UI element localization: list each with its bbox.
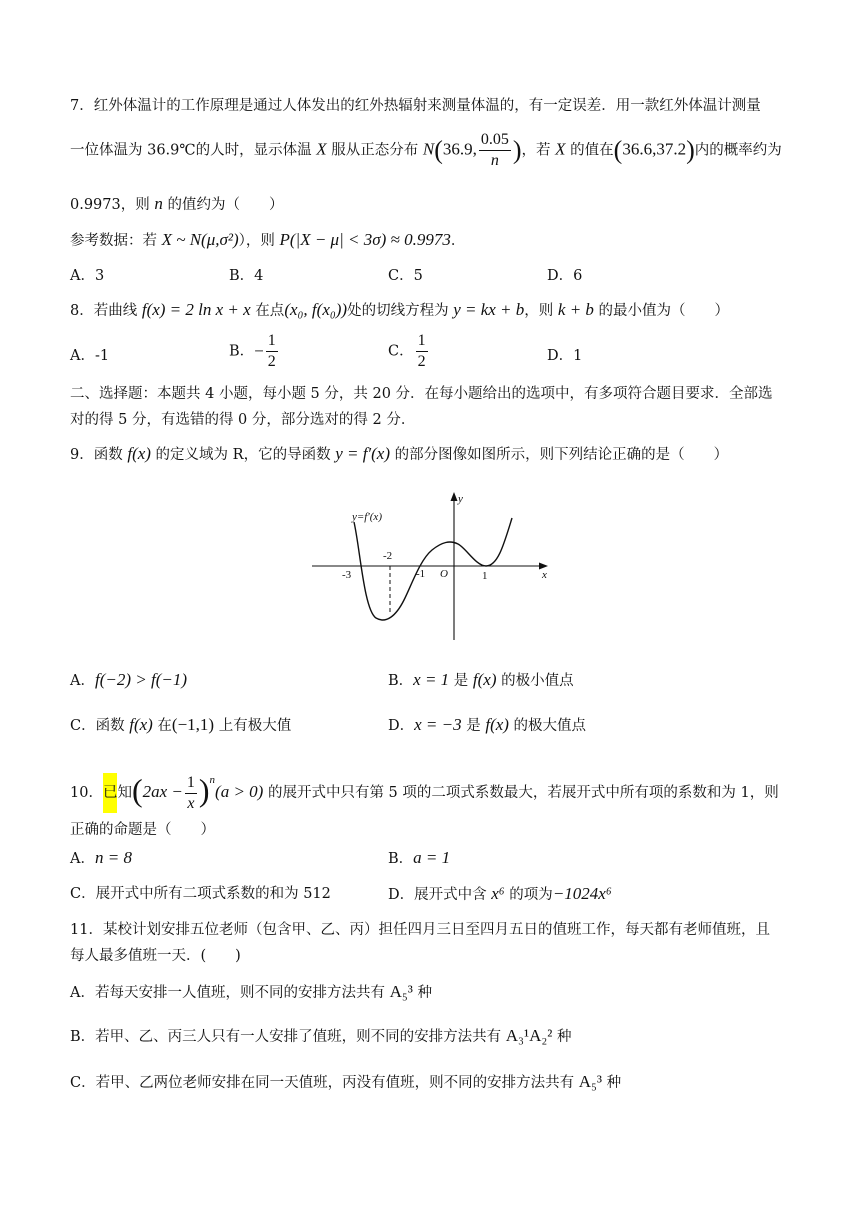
q11-line2: 每人最多值班一天．( ) xyxy=(70,948,241,964)
q8-c-num: 1 xyxy=(416,332,428,352)
q8-text-b: 在点 xyxy=(250,303,285,319)
q7-normal-n: N xyxy=(422,139,435,159)
q8-text-a: 8．若曲线 xyxy=(70,303,142,319)
q7-ref-math2: P(|X − μ| < 3σ) ≈ 0.9973 xyxy=(279,230,451,249)
curve-label: y=f′(x) xyxy=(352,511,382,523)
q10-option-a xyxy=(70,848,132,869)
q8-stem xyxy=(70,300,729,321)
q10-power: n xyxy=(209,774,216,786)
tick-label-neg3: -3 xyxy=(342,569,352,581)
q9-option-b-text1: 是 xyxy=(449,673,473,689)
q7-frac-den: n xyxy=(490,152,499,169)
q9-text-c: 的部分图像如图所示，则下列结论正确的是（ ） xyxy=(390,447,729,463)
q10-fraction xyxy=(185,774,197,813)
q10-text-b: 知 xyxy=(117,785,132,801)
q8-text-e: 的最小值为（ ） xyxy=(593,303,730,319)
q9-derivative-graph xyxy=(308,488,558,648)
x-axis-label: x xyxy=(542,569,547,581)
q7-var-x2: X xyxy=(555,139,566,159)
q8-text-c: 处的切线方程为 xyxy=(347,303,454,319)
q11-option-a-text: A．若每天安排一人值班，则不同的安排方法共有 xyxy=(70,985,390,1001)
q7-line3 xyxy=(70,194,283,215)
q8-function: f(x) = 2 ln x + x xyxy=(141,300,251,319)
q9-option-c-f: f(x) xyxy=(129,715,153,734)
q9-option-d-text1: 是 xyxy=(461,718,486,734)
q11-option-b-text: B．若甲、乙、丙三人只有一人安排了值班，则不同的安排方法共有 xyxy=(70,1029,506,1045)
q9-text-b: 的定义域为 R，它的导函数 xyxy=(150,447,336,463)
q7-text-d: 的值在 xyxy=(565,142,614,159)
q7-line3-b: 的值约为（ ） xyxy=(162,197,284,213)
q9-option-c-c: 上有极大值 xyxy=(214,718,292,734)
q10-option-b-math: a = 1 xyxy=(413,848,451,867)
q10-option-d xyxy=(388,884,612,905)
tick-label-1: 1 xyxy=(482,570,488,582)
q8-tangent: y = kx + b xyxy=(453,300,525,319)
q10-text-c: 的展开式中只有第 5 项的二项式系数最大，若展开式中所有项的系数和为 1，则 xyxy=(263,785,779,801)
q9-option-a xyxy=(70,670,187,691)
q7-frac-num: 0.05 xyxy=(479,131,511,151)
q11-option-a xyxy=(70,982,432,1003)
q7-var-x: X xyxy=(316,139,327,159)
q8-option-b-sign: − xyxy=(254,341,264,361)
q10-frac-den: x xyxy=(187,794,195,812)
q8-option-d: D．1 xyxy=(547,348,583,364)
q10-stem: 10．已知(2ax − $\frac{1}{x}$ )$^n$(a > 0) 的展开式中只有第 5 项的二项式系数最大，若展开式中所有项的系数和为 1，则 xyxy=(70,772,779,812)
q11-option-c-suffix: 种 xyxy=(602,1075,622,1091)
q11-option-b-math: A₃¹A₂² xyxy=(505,1026,553,1045)
q7-var-n: n xyxy=(154,194,163,213)
q10-option-d-term: −1024x⁶ xyxy=(552,884,612,903)
q8-option-a: A．-1 xyxy=(70,348,110,364)
q8-b-num: 1 xyxy=(266,332,278,352)
q9-option-b xyxy=(388,670,574,691)
q10-frac-num: 1 xyxy=(185,774,197,794)
q10-option-c: C．展开式中所有二项式系数的和为 512 xyxy=(70,886,331,902)
q8-c-den: 2 xyxy=(417,353,426,370)
y-axis-label: y xyxy=(458,493,463,505)
q10-option-d-a: D．展开式中含 xyxy=(388,887,492,903)
section2-line2: 对的得 5 分，有选错的得 0 分，部分选对的得 2 分． xyxy=(70,412,416,428)
y-axis-arrow-icon xyxy=(451,492,458,501)
q10-line2: 正确的命题是（ ） xyxy=(70,822,215,838)
q11-option-b xyxy=(70,1026,571,1047)
q10-condition: (a > 0) xyxy=(215,782,264,801)
q9-text-a: 9．函数 xyxy=(70,447,128,463)
q9-option-c-interval: (−1,1) xyxy=(171,715,215,734)
q9-option-b-f: f(x) xyxy=(472,670,497,689)
q7-reference xyxy=(70,230,465,251)
section2-line1: 二、选择题：本题共 4 小题，每小题 5 分，共 20 分．在每小题给出的选项中，有多项符合题目要求．全部选 xyxy=(70,386,773,402)
q9-option-a-math: f(−2) > f(−1) xyxy=(94,670,187,689)
q7-text-e: 内的概率约为 xyxy=(694,142,782,159)
q11-option-a-math: A₅³ xyxy=(389,982,413,1001)
q10-option-a-math: n = 8 xyxy=(94,848,132,867)
q7-ref-math1: X ~ N(μ,σ²) xyxy=(161,230,239,249)
q9-derivative: y = f′(x) xyxy=(335,444,391,463)
q9-option-a-label: A． xyxy=(70,673,95,689)
q8-option-c-fraction xyxy=(416,332,428,371)
q11-option-c-text: C．若甲、乙两位老师安排在同一天值班，丙没有值班，则不同的安排方法共有 xyxy=(70,1075,579,1091)
q7-line2: 一位体温为 36.9℃的人时，显示体温 X 服从正态分布 N(36.9, $\frac{0.05}{n}$ )，若 X 的值在(36.6,37.2)内的概率约为 xyxy=(70,131,782,169)
q7-line1: 7．红外体温计的工作原理是通过人体发出的红外热辐射来测量体温的，有一定误差．用一款红外体温计测量 xyxy=(70,98,761,114)
q7-ref-b: ），则 xyxy=(238,233,280,249)
q11-option-a-suffix: 种 xyxy=(412,985,433,1001)
q9-function: f(x) xyxy=(127,444,151,463)
tick-label-neg2: -2 xyxy=(383,550,393,562)
derivative-curve xyxy=(354,518,512,620)
q8-option-b xyxy=(229,332,280,371)
q10-option-b-label: B． xyxy=(388,851,414,867)
q8-option-c xyxy=(388,332,430,371)
q10-expr: 2ax − xyxy=(142,782,183,801)
q8-option-b-fraction xyxy=(266,332,278,371)
q7-text-a: 一位体温为 36.9℃的人时，显示体温 xyxy=(70,142,317,159)
q9-option-d-label: D． xyxy=(388,718,415,734)
q10-number: 10． xyxy=(70,785,103,801)
origin-label: O xyxy=(440,568,448,580)
q8-option-c-label: C． xyxy=(388,343,414,360)
q10-option-d-b: 的项为 xyxy=(504,887,553,903)
q8-kb: k + b xyxy=(557,300,594,319)
q9-option-d-text2: 的极大值点 xyxy=(508,718,587,734)
q9-option-d xyxy=(388,715,586,736)
q8-point: (x₀, f(x₀)) xyxy=(284,300,348,319)
q10-option-b xyxy=(388,848,450,869)
q9-option-c-b: 在 xyxy=(152,718,172,734)
q9-option-b-math: x = 1 xyxy=(413,670,450,689)
q7-ref-a: 参考数据：若 xyxy=(70,233,162,249)
q9-option-d-f: f(x) xyxy=(485,715,509,734)
q8-option-b-label: B． xyxy=(229,343,255,360)
tick-label-neg1: -1 xyxy=(416,568,426,580)
q9-stem xyxy=(70,444,728,465)
q9-option-b-text2: 的极小值点 xyxy=(496,673,574,689)
q9-option-c-a: C．函数 xyxy=(70,718,130,734)
q10-option-d-x6: x⁶ xyxy=(491,884,505,903)
q7-variance-fraction xyxy=(479,131,511,170)
q11-option-c-math: A₅³ xyxy=(578,1072,603,1091)
q7-option-a: A．3 xyxy=(70,268,105,284)
q8-b-den: 2 xyxy=(267,353,276,370)
q9-option-d-math: x = −3 xyxy=(414,715,462,734)
q10-option-a-label: A． xyxy=(70,851,95,867)
q7-text-b: 服从正态分布 xyxy=(326,142,423,159)
q7-line3-a: 0.9973，则 xyxy=(70,197,155,213)
q11-line1: 11．某校计划安排五位老师（包含甲、乙、丙）担任四月三日至四月五日的值班工作，每天都有老师值班，且 xyxy=(70,922,770,938)
q8-text-d: ，则 xyxy=(524,303,558,319)
q9-option-c xyxy=(70,715,291,736)
q11-option-c xyxy=(70,1072,621,1093)
q7-text-c: ，若 xyxy=(521,142,556,159)
q7-mean: 36.9, xyxy=(442,139,477,159)
q7-option-b: B．4 xyxy=(229,268,264,284)
q7-ref-c: ． xyxy=(450,233,466,249)
q10-highlight: 已 xyxy=(103,773,118,813)
q7-interval: 36.6,37.2 xyxy=(622,139,687,159)
q9-option-b-label: B． xyxy=(388,673,414,689)
q7-option-c: C．5 xyxy=(388,268,423,284)
q11-option-b-suffix: 种 xyxy=(552,1029,572,1045)
q7-option-d: D．6 xyxy=(547,268,583,284)
